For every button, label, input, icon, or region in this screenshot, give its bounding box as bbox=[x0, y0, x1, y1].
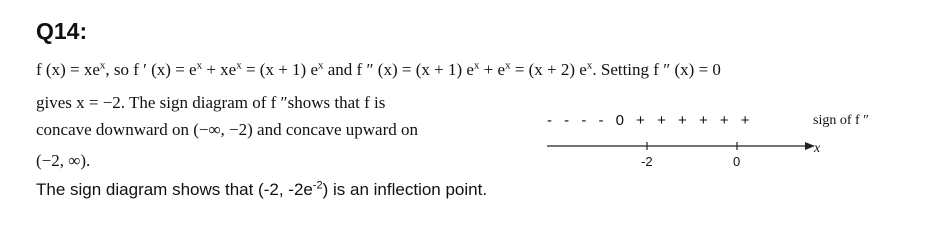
sign-diagram-label: sign of f ″ bbox=[813, 113, 869, 128]
question-title: Q14: bbox=[36, 18, 88, 44]
solution-line-4: (−2, ∞). bbox=[36, 151, 91, 170]
sign-diagram-axis bbox=[547, 138, 817, 154]
conclusion-text: The sign diagram shows that (-2, $-2e^{-2}$) is an inflection point. bbox=[36, 179, 488, 199]
axis-variable-label: x bbox=[814, 141, 821, 156]
tick-label-zero: 0 bbox=[733, 154, 741, 169]
tick-label-minus-two: -2 bbox=[641, 154, 653, 169]
solution-line-3: concave downward on (−∞, −2) and concave upward on bbox=[36, 120, 419, 139]
sign-diagram-signs: - - - - 0 + + + + + + bbox=[547, 112, 751, 129]
solution-line-2: gives x = −2. The sign diagram of f ″shows that f is bbox=[36, 93, 386, 112]
solution-line-1: f $(x) = xe^x$, so f ′ $(x) = e^x + xe^x = (x + 1)$ $e^x$ and f ″ (x) = (x + 1) $e^x + e^x = (x + 2)$ $e^x$. Setting f ″ (x) = 0 bbox=[36, 59, 721, 79]
